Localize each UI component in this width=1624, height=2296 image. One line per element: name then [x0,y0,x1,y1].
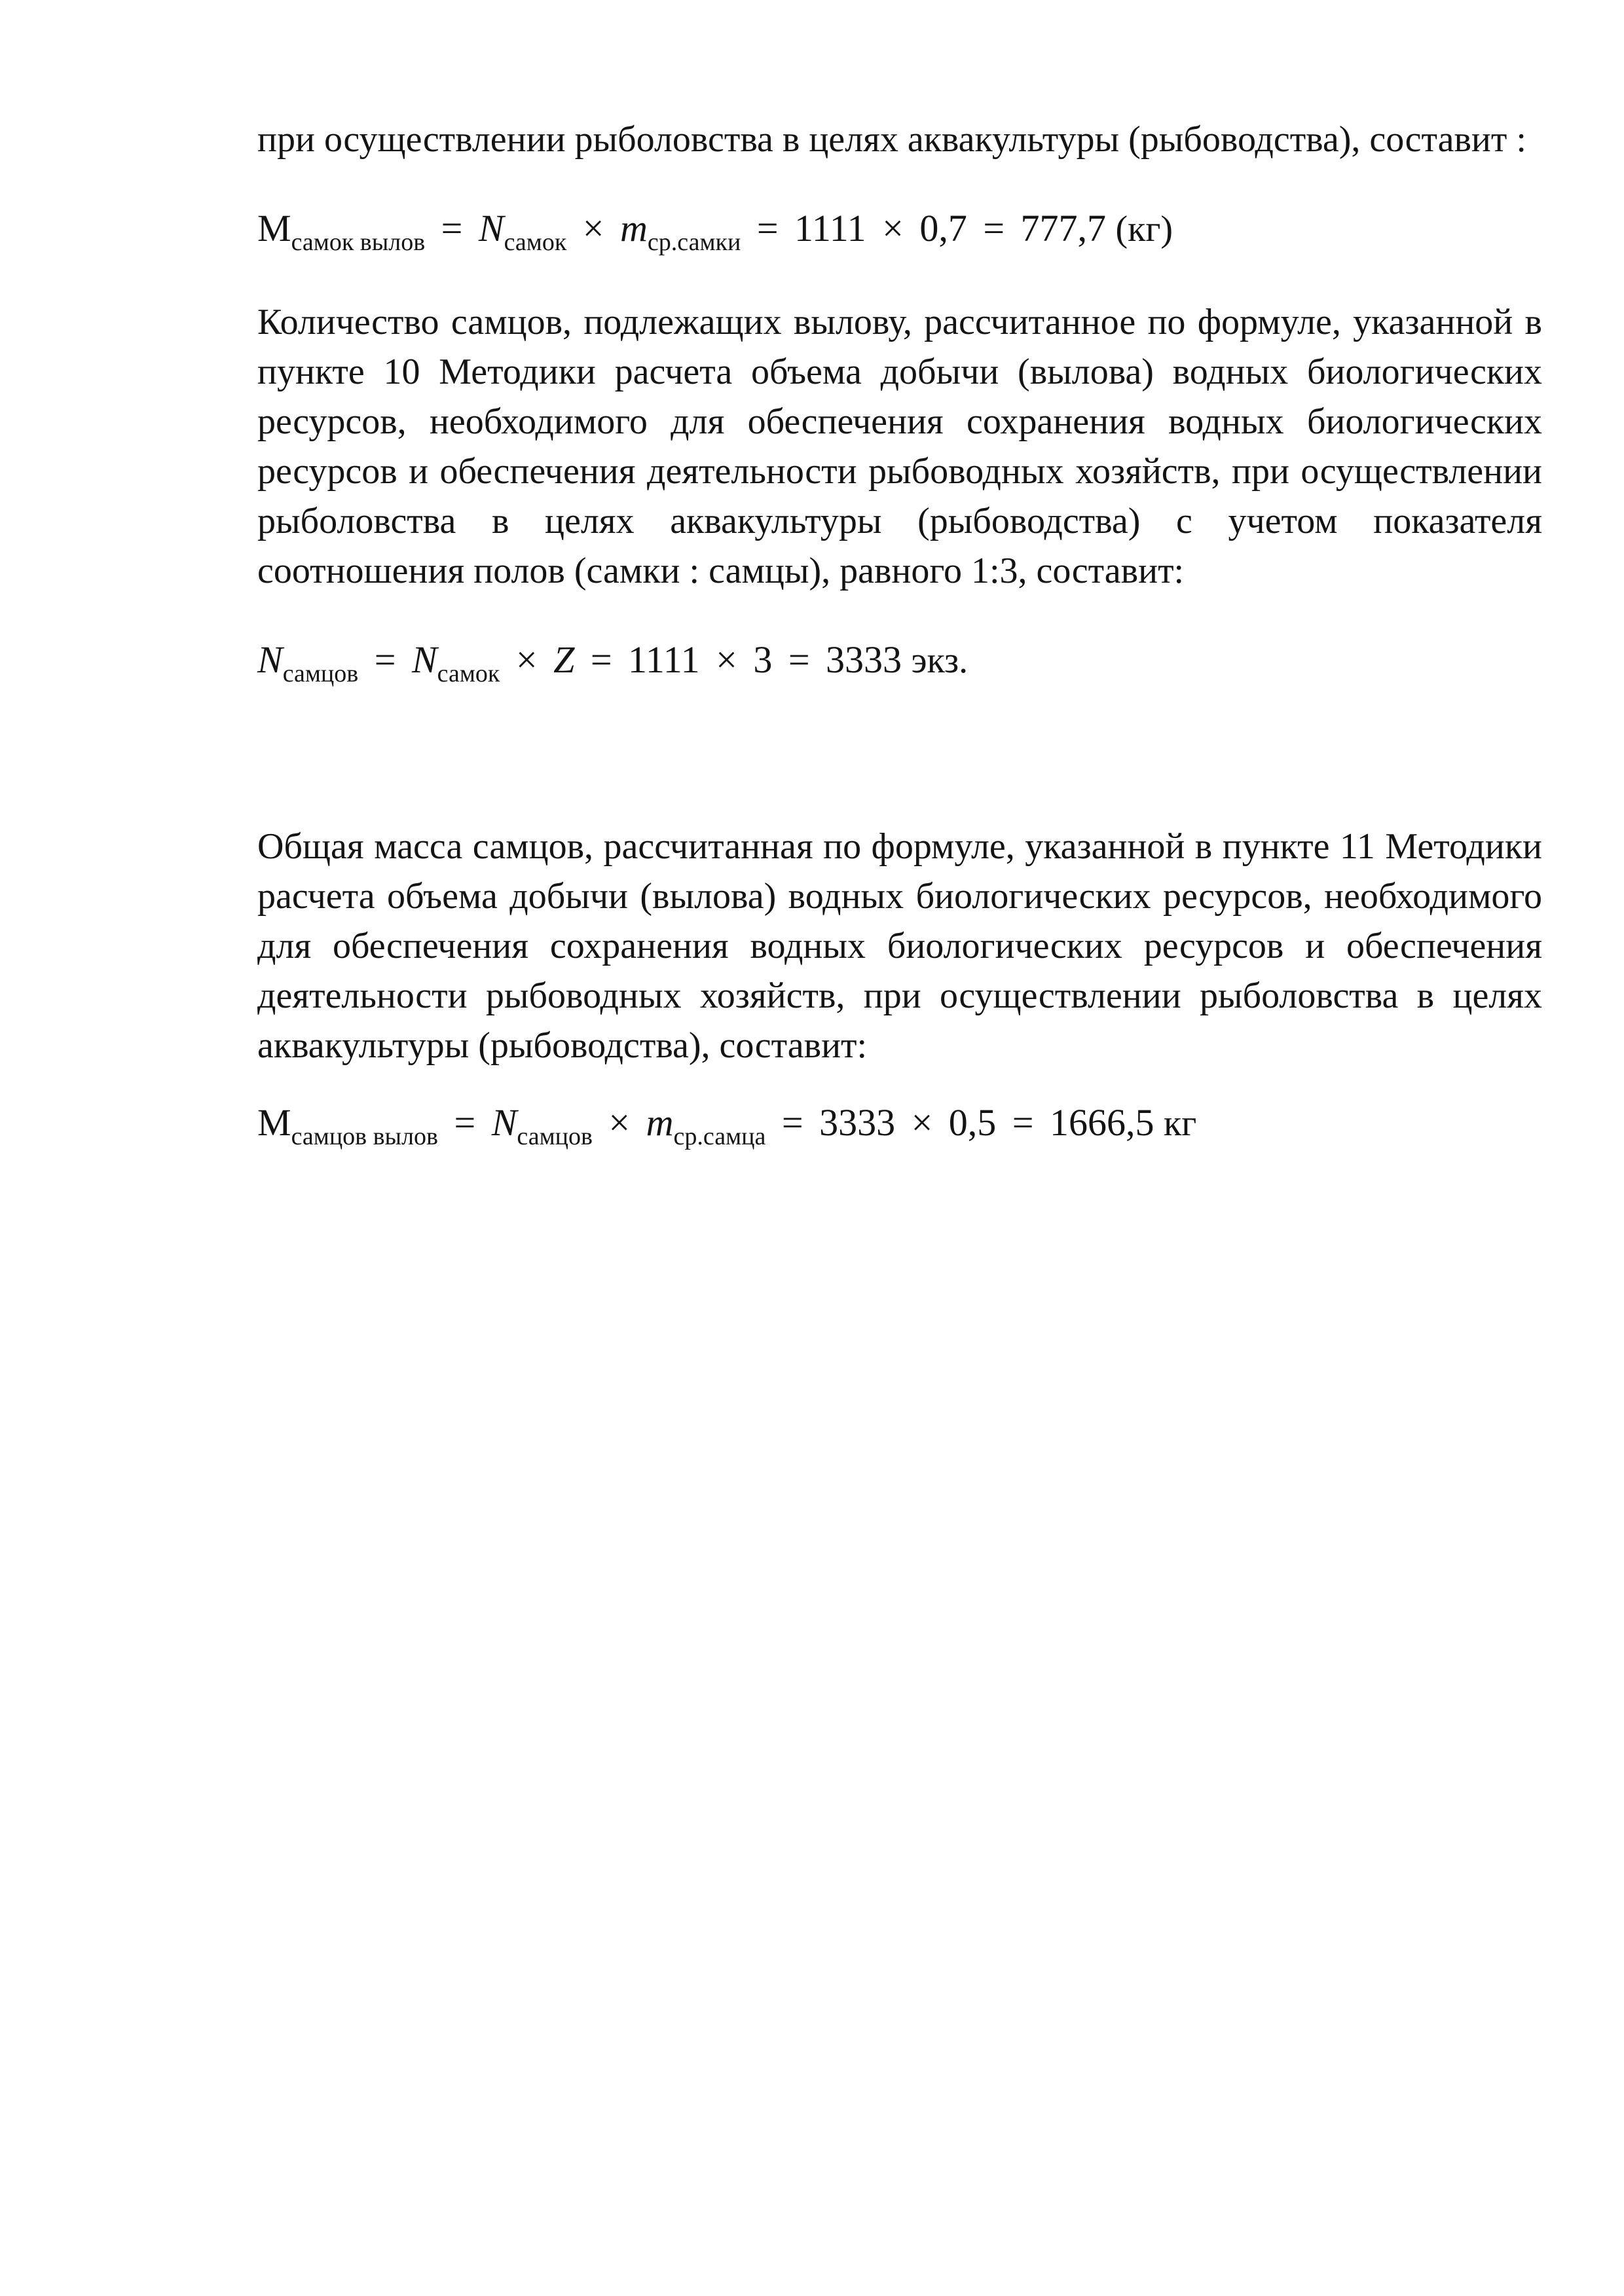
formula-symbol: m [620,207,648,249]
times-sign: × [515,638,538,681]
formula-symbol: N [491,1101,517,1144]
times-sign: × [716,638,737,681]
equals-sign: = [1012,1101,1034,1144]
formula-subscript: ср.самца [673,1123,766,1150]
formula-result: 1666,5 [1050,1101,1154,1144]
formula-result: 777,7 [1020,207,1107,249]
formula-unit: кг [1164,1103,1197,1144]
formula-symbol: N [478,207,504,249]
paragraph-intro-continuation: при осуществлении рыболовства в целях аквакультуры (рыбоводства), составит : [257,119,1526,160]
formula-subscript: самок вылов [291,228,426,256]
formula-subscript: самцов вылов [291,1123,438,1150]
formula-male-count [257,634,1542,691]
times-sign: × [882,207,904,249]
times-sign: × [608,1101,631,1144]
formula-value: 0,5 [948,1101,997,1144]
formula-unit: (кг) [1115,209,1173,249]
formula-subscript: ср.самки [647,228,741,256]
formula-symbol: m [646,1101,674,1144]
formula-subscript: самцов [517,1123,593,1150]
formula-value: 1111 [628,638,700,681]
times-sign: × [911,1101,933,1144]
paragraph-male-mass: Общая масса самцов, рассчитанная по формуле, указанной в пункте 11 Методики расчета объема добычи (вылова) водных биологических ресурсов, необходимого для обеспечения сохранения водных биологических ресурсов и обеспечения деятельности рыбоводных хозяйств, при осуществлении рыболовства в целях аквакультуры (рыбоводства), составит: [257,826,1542,1066]
formula-subscript: самок [437,660,500,687]
equals-sign: = [374,638,396,681]
formula-value: 0,7 [919,207,967,249]
formula-symbol: M [257,207,291,249]
equals-sign: = [454,1101,476,1144]
equals-sign: = [983,207,1005,249]
formula-symbol: N [411,638,437,681]
formula-female-catch-mass [257,202,1542,259]
formula-unit: экз. [911,640,969,681]
document-page [257,115,1542,1154]
formula-subscript: самок [504,228,567,256]
formula-value: 3 [753,638,773,681]
formula-symbol: M [257,1101,291,1144]
formula-male-catch-mass [257,1097,1542,1154]
formula-symbol: Z [553,638,575,681]
formula-result: 3333 [826,638,902,681]
paragraph-male-count: Количество самцов, подлежащих вылову, рассчитанное по формуле, указанной в пункте 10 Методики расчета объема добычи (вылова) водных биологических ресурсов, необходимого для обеспечения сохранения водных биологических ресурсов и обеспечения деятельности рыбоводных хозяйств, при осуществлении рыболовства в целях аквакультуры (рыбоводства) с учетом показателя соотношения полов (самки : самцы), равного 1:3, составит: [257,302,1542,591]
equals-sign: = [756,207,779,249]
equals-sign: = [788,638,810,681]
equals-sign: = [590,638,612,681]
formula-value: 1111 [794,207,866,249]
times-sign: × [582,207,604,249]
formula-value: 3333 [819,1101,896,1144]
equals-sign: = [781,1101,803,1144]
equals-sign: = [441,207,463,249]
formula-symbol: N [257,638,283,681]
formula-subscript: самцов [282,660,359,687]
